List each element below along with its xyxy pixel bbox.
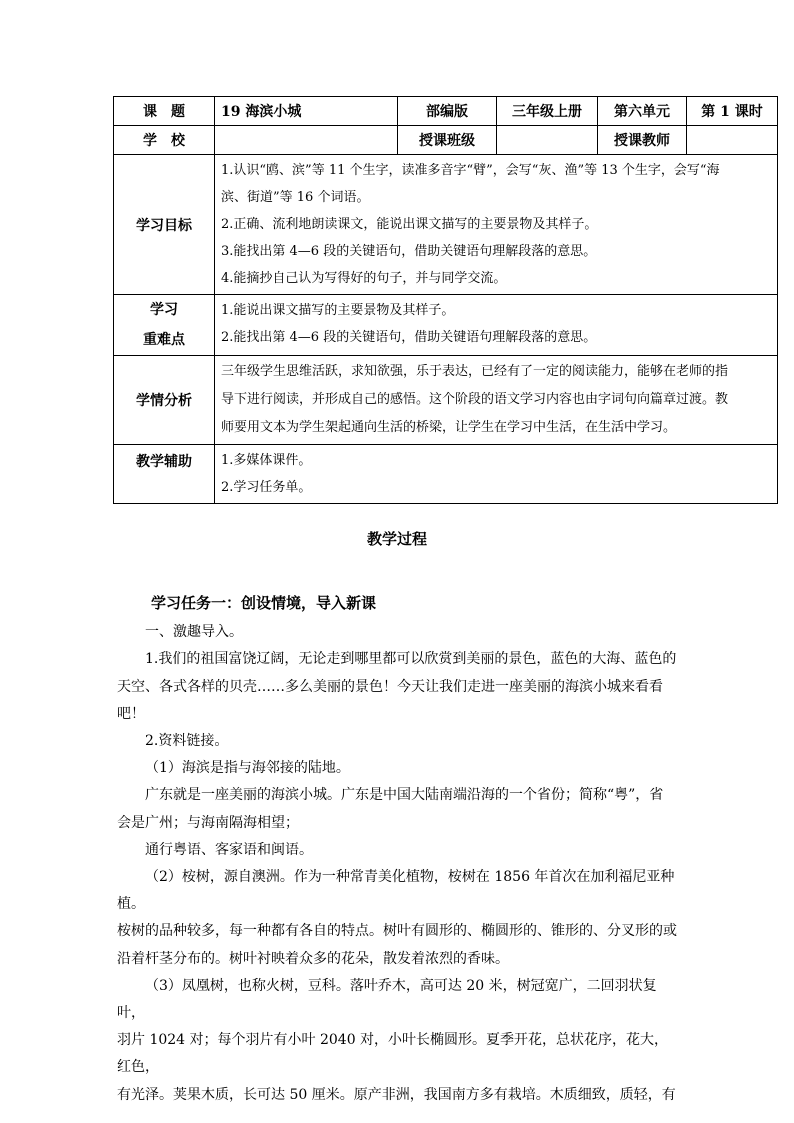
label-difficulties-line2: 重难点: [143, 332, 185, 348]
label-aids: 教学辅助: [114, 445, 215, 504]
process-title: 教学过程: [366, 530, 427, 548]
label-goals: 学习目标: [114, 155, 215, 295]
body-line: 2.资料链接。: [145, 733, 229, 750]
class-value: [497, 126, 598, 155]
task1-heading: 学习任务一：创设情境，导入新课: [151, 594, 377, 612]
row-analysis: [114, 356, 778, 445]
row-topic: [114, 97, 778, 126]
label-topic: 课 题: [114, 97, 215, 126]
lesson-value: 第 1 课时: [687, 97, 778, 126]
row-school: [114, 126, 778, 155]
body-line: 会是广州；与海南隔海相望；: [117, 814, 299, 831]
label-analysis: 学情分析: [114, 356, 215, 445]
unit-value: 第六单元: [598, 97, 687, 126]
row-aids: [114, 445, 778, 504]
analysis-line: 师要用文本为学生架起通向生活的桥梁，让学生在学习中生活，在生活中学习。: [221, 420, 677, 435]
label-difficulties: [114, 295, 215, 356]
body-line: （1）海滨是指与海邻接的陆地。: [145, 760, 350, 777]
analysis-content: [215, 356, 778, 445]
label-teacher: 授课教师: [598, 126, 687, 155]
goal-line: 4.能摘抄自己认为写得好的句子，并与同学交流。: [221, 271, 507, 286]
difficulty-line: 1.能说出课文描写的主要景物及其样子。: [221, 303, 455, 318]
goals-content: [215, 155, 778, 295]
process-body: [117, 590, 677, 1109]
body-lines: [117, 619, 677, 1109]
goal-line: 滨、街道”等 16 个词语。: [221, 190, 370, 205]
label-school: 学 校: [114, 126, 215, 155]
lesson-info-table: [113, 96, 778, 504]
body-line: 有光泽。荚果木质，长可达 50 厘米。原产非洲，我国南方多有栽培。木质细致，质轻，有: [117, 1086, 676, 1103]
difficulty-line: 2.能找出第 4—6 段的关键语句，借助关键语句理解段落的意思。: [221, 330, 597, 345]
body-line: 吧！: [117, 705, 145, 722]
analysis-line: 三年级学生思维活跃，求知欲强，乐于表达，已经有了一定的阅读能力，能够在老师的指: [221, 364, 729, 379]
body-line: 1.我们的祖国富饶辽阔，无论走到哪里都可以欣赏到美丽的景色，蓝色的大海、蓝色的: [145, 651, 677, 668]
body-line: 广东就是一座美丽的海滨小城。广东是中国大陆南端沿海的一个省份；简称“粤”，省: [145, 787, 664, 804]
row-difficulties: [114, 295, 778, 356]
body-line: （3）凤凰树，也称火树，豆科。落叶乔木，高可达 20 米，树冠宽广，二回羽状复叶，: [117, 977, 657, 1022]
body-line: 通行粤语、客家语和闽语。: [145, 841, 313, 858]
school-value: [215, 126, 398, 155]
topic-value: 19 海滨小城: [215, 97, 398, 126]
edition-value: 部编版: [398, 97, 497, 126]
aid-line: 1.多媒体课件。: [221, 453, 312, 468]
analysis-line: 导下进行阅读，并形成自己的感悟。这个阶段的语文学习内容也由字词句向篇章过渡。教: [221, 392, 729, 407]
body-line: 羽片 1024 对；每个羽片有小叶 2040 对，小叶长椭圆形。夏季开花，总状花序，花大，红色，: [117, 1032, 669, 1076]
body-line: 一、激趣导入。: [145, 624, 243, 641]
body-line: 天空、各式各样的贝壳……多么美丽的景色！今天让我们走进一座美丽的海滨小城来看看: [117, 678, 663, 695]
label-class: 授课班级: [398, 126, 497, 155]
body-line: （2）桉树，源自澳洲。作为一种常青美化植物，桉树在 1856 年首次在加利福尼亚种植。: [117, 869, 675, 913]
aid-line: 2.学习任务单。: [221, 480, 312, 495]
goal-line: 3.能找出第 4—6 段的关键语句，借助关键语句理解段落的意思。: [221, 244, 597, 259]
goal-line: 1.认识“鸥、滨”等 11 个生字，读准多音字“臂”，会写“灰、渔”等 13 个生字，会写“海: [221, 163, 720, 178]
aids-content: [215, 445, 778, 504]
label-difficulties-line1: 学习: [150, 302, 178, 318]
teacher-value: [687, 126, 778, 155]
row-goals: [114, 155, 778, 295]
grade-value: 三年级上册: [497, 97, 598, 126]
body-line: 沿着杆茎分布的。树叶衬映着众多的花朵，散发着浓烈的香味。: [117, 950, 509, 967]
difficulties-content: [215, 295, 778, 356]
goal-line: 2.正确、流利地朗读课文，能说出课文描写的主要景物及其样子。: [221, 217, 598, 232]
body-line: 桉树的品种较多，每一种都有各自的特点。树叶有圆形的、椭圆形的、锥形的、分叉形的或: [117, 923, 677, 940]
